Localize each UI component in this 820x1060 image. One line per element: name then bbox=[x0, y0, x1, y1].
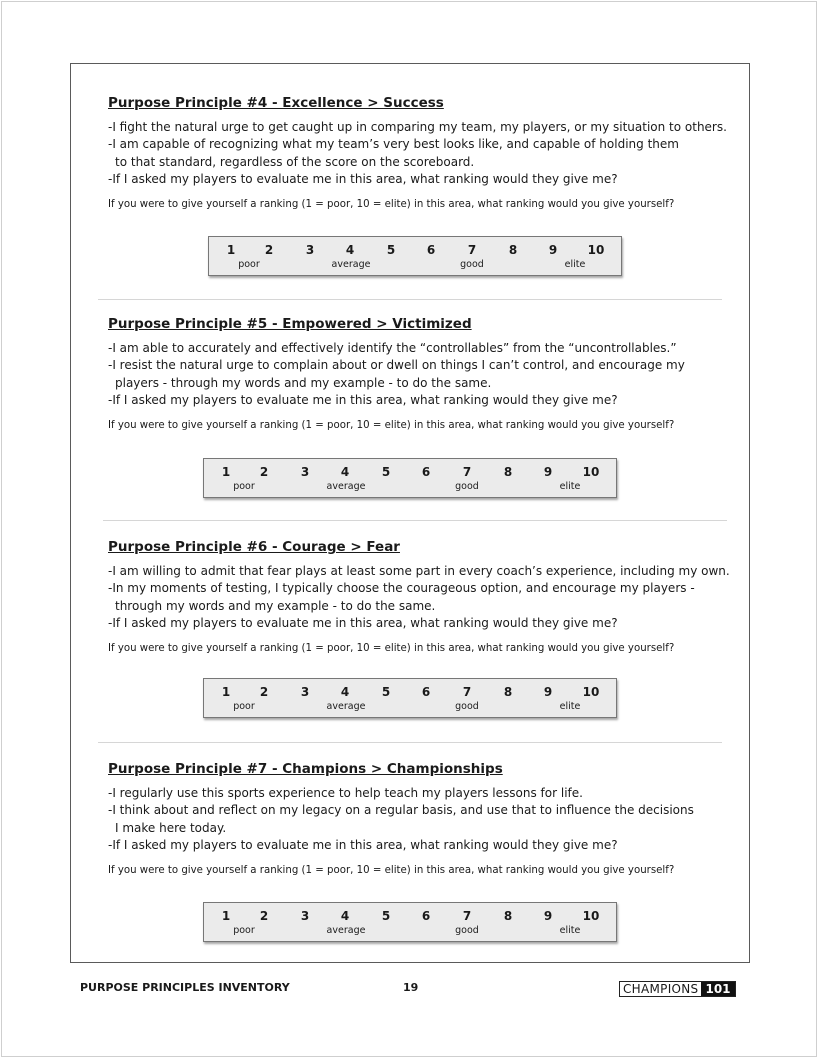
statement-line: players - through my words and my example - to do the same. bbox=[115, 375, 492, 390]
scale-label: average bbox=[326, 481, 366, 492]
section-divider bbox=[98, 299, 722, 300]
statement-line: -If I asked my players to evaluate me in this area, what ranking would they give me? bbox=[108, 392, 618, 407]
scale-label: poor bbox=[233, 701, 255, 712]
scale-label: good bbox=[455, 925, 479, 936]
scale-number[interactable]: 4 bbox=[340, 465, 350, 479]
page-number: 19 bbox=[403, 981, 419, 994]
principle-section-7 bbox=[108, 760, 728, 876]
scale-label: elite bbox=[559, 701, 581, 712]
scale-number[interactable]: 2 bbox=[264, 243, 274, 257]
scale-number[interactable]: 1 bbox=[226, 243, 236, 257]
statement-line: -I fight the natural urge to get caught up in comparing my team, my players, or my situation to others. bbox=[108, 120, 727, 134]
scale-number[interactable]: 3 bbox=[300, 909, 310, 923]
scale-number[interactable]: 3 bbox=[305, 243, 315, 257]
scale-label: elite bbox=[559, 481, 581, 492]
scale-number[interactable]: 9 bbox=[548, 243, 558, 257]
scale-number[interactable]: 5 bbox=[381, 685, 391, 699]
scale-number[interactable]: 7 bbox=[462, 909, 472, 923]
statement-line: -I resist the natural urge to complain about or dwell on things I can’t control, and encourage my bbox=[108, 358, 685, 373]
principle-statements bbox=[108, 785, 728, 854]
scale-number[interactable]: 1 bbox=[221, 465, 231, 479]
scale-number[interactable]: 6 bbox=[421, 685, 431, 699]
scale-label: poor bbox=[233, 481, 255, 492]
scale-label: elite bbox=[559, 925, 581, 936]
scale-label: good bbox=[455, 701, 479, 712]
scale-number[interactable]: 4 bbox=[340, 685, 350, 699]
scale-number[interactable]: 2 bbox=[259, 465, 269, 479]
scale-number[interactable]: 6 bbox=[421, 909, 431, 923]
statement-line: -I am willing to admit that fear plays at least some part in every coach’s experience, including my own. bbox=[108, 564, 730, 578]
footer-title: PURPOSE PRINCIPLES INVENTORY bbox=[80, 981, 290, 994]
scale-label: poor bbox=[233, 925, 255, 936]
scale-number[interactable]: 6 bbox=[426, 243, 436, 257]
principle-statements bbox=[108, 563, 728, 632]
principle-title: Purpose Principle #5 - Empowered > Victimized bbox=[108, 316, 472, 332]
statement-line: -I think about and reflect on my legacy on a regular basis, and use that to influence the decisions bbox=[108, 803, 694, 818]
scale-number[interactable]: 4 bbox=[345, 243, 355, 257]
ranking-prompt: If you were to give yourself a ranking (1 = poor, 10 = elite) in this area, what ranking would you give yourself? bbox=[108, 643, 675, 655]
ranking-prompt: If you were to give yourself a ranking (1 = poor, 10 = elite) in this area, what ranking would you give yourself? bbox=[108, 199, 675, 211]
scale-number[interactable]: 10 bbox=[587, 243, 605, 257]
scale-number[interactable]: 9 bbox=[543, 465, 553, 479]
scale-label: good bbox=[460, 259, 484, 270]
section-divider bbox=[103, 520, 727, 521]
scale-number[interactable]: 2 bbox=[259, 909, 269, 923]
scale-number[interactable]: 9 bbox=[543, 909, 553, 923]
scale-number[interactable]: 4 bbox=[340, 909, 350, 923]
statement-line: -In my moments of testing, I typically choose the courageous option, and encourage my players - bbox=[108, 581, 695, 596]
principle-title: Purpose Principle #7 - Champions > Championships bbox=[108, 761, 503, 777]
scale-number[interactable]: 7 bbox=[462, 685, 472, 699]
scale-number[interactable]: 1 bbox=[221, 685, 231, 699]
ranking-scale[interactable] bbox=[203, 678, 617, 718]
scale-number[interactable]: 9 bbox=[543, 685, 553, 699]
ranking-prompt: If you were to give yourself a ranking (1 = poor, 10 = elite) in this area, what ranking would you give yourself? bbox=[108, 865, 675, 877]
scale-number[interactable]: 5 bbox=[386, 243, 396, 257]
scale-number[interactable]: 5 bbox=[381, 909, 391, 923]
principle-title: Purpose Principle #4 - Excellence > Success bbox=[108, 95, 444, 111]
scale-number[interactable]: 10 bbox=[582, 685, 600, 699]
statement-line: I make here today. bbox=[115, 820, 227, 835]
scale-label: average bbox=[326, 925, 366, 936]
scale-label: elite bbox=[564, 259, 586, 270]
principle-statements bbox=[108, 119, 728, 188]
section-divider bbox=[98, 742, 722, 743]
statement-line: -I am capable of recognizing what my team’s very best looks like, and capable of holding them bbox=[108, 137, 679, 152]
scale-label: poor bbox=[238, 259, 260, 270]
ranking-scale[interactable] bbox=[203, 902, 617, 942]
scale-number[interactable]: 8 bbox=[508, 243, 518, 257]
scale-number[interactable]: 6 bbox=[421, 465, 431, 479]
scale-label: average bbox=[326, 701, 366, 712]
scale-label: average bbox=[331, 259, 371, 270]
principle-statements bbox=[108, 340, 728, 409]
statement-line: -I am able to accurately and effectively identify the “controllables” from the “uncontrollables.” bbox=[108, 341, 677, 355]
scale-number[interactable]: 8 bbox=[503, 909, 513, 923]
brand-word: CHAMPIONS bbox=[623, 982, 699, 996]
brand-logo bbox=[619, 981, 736, 997]
scale-number[interactable]: 2 bbox=[259, 685, 269, 699]
scale-number[interactable]: 7 bbox=[462, 465, 472, 479]
scale-number[interactable]: 3 bbox=[300, 465, 310, 479]
principle-title: Purpose Principle #6 - Courage > Fear bbox=[108, 539, 400, 555]
ranking-scale[interactable] bbox=[203, 458, 617, 498]
statement-line: to that standard, regardless of the score on the scoreboard. bbox=[115, 154, 475, 169]
brand-number: 101 bbox=[701, 982, 734, 996]
scale-number[interactable]: 8 bbox=[503, 465, 513, 479]
ranking-prompt: If you were to give yourself a ranking (1 = poor, 10 = elite) in this area, what ranking would you give yourself? bbox=[108, 420, 675, 432]
statement-line: -I regularly use this sports experience to help teach my players lessons for life. bbox=[108, 786, 583, 800]
ranking-scale[interactable] bbox=[208, 236, 622, 276]
principle-section-6 bbox=[108, 538, 728, 654]
statement-line: through my words and my example - to do the same. bbox=[115, 598, 436, 613]
scale-number[interactable]: 7 bbox=[467, 243, 477, 257]
statement-line: -If I asked my players to evaluate me in this area, what ranking would they give me? bbox=[108, 837, 618, 852]
statement-line: -If I asked my players to evaluate me in this area, what ranking would they give me? bbox=[108, 171, 618, 186]
scale-number[interactable]: 8 bbox=[503, 685, 513, 699]
scale-number[interactable]: 10 bbox=[582, 465, 600, 479]
principle-section-5 bbox=[108, 315, 728, 431]
scale-number[interactable]: 10 bbox=[582, 909, 600, 923]
scale-number[interactable]: 3 bbox=[300, 685, 310, 699]
scale-number[interactable]: 1 bbox=[221, 909, 231, 923]
scale-label: good bbox=[455, 481, 479, 492]
statement-line: -If I asked my players to evaluate me in this area, what ranking would they give me? bbox=[108, 615, 618, 630]
scale-number[interactable]: 5 bbox=[381, 465, 391, 479]
principle-section-4 bbox=[108, 94, 728, 210]
